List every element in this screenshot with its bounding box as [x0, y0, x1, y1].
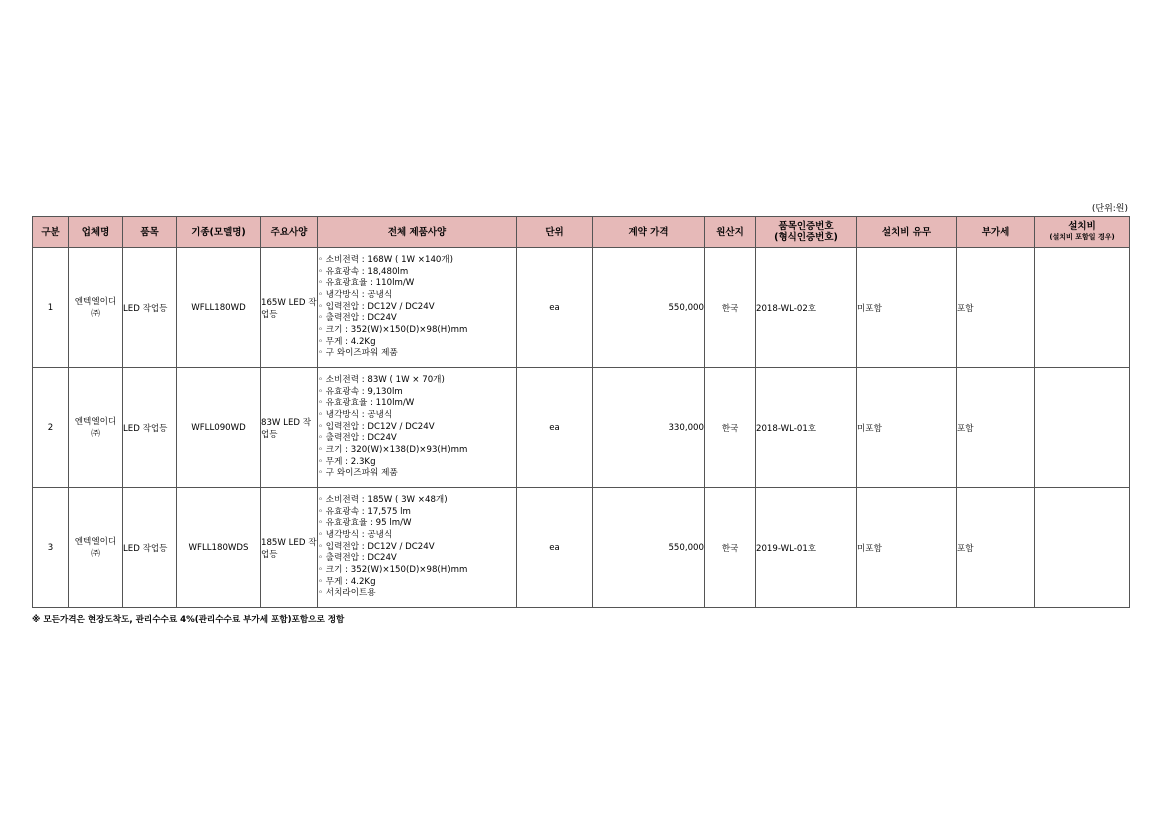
cell-item: LED 작업등 [123, 488, 177, 608]
cell-install-cost: 미포함 [857, 368, 957, 488]
header-install-fee [1035, 217, 1130, 248]
cell-vat: 포함 [957, 488, 1035, 608]
header-row [33, 217, 1130, 248]
cell-model: WFLL180WD [177, 248, 261, 368]
header-model: 기종(모델명) [177, 217, 261, 248]
cell-unit: ea [517, 488, 593, 608]
cell-origin: 한국 [705, 368, 756, 488]
cell-vat: 포함 [957, 248, 1035, 368]
cell-no: 1 [33, 248, 69, 368]
header-install-fee-main: 설치비 [1068, 221, 1096, 232]
cell-full-spec [318, 248, 517, 368]
spec-line: ◦ 유효광효율 : 110lm/W [318, 278, 415, 289]
cell-model: WFLL180WDS [177, 488, 261, 608]
header-main-spec: 주요사양 [261, 217, 318, 248]
header-full-spec: 전체 제품사양 [318, 217, 517, 248]
spec-line: ◦ 입력전압 : DC12V / DC24V [318, 541, 435, 552]
cell-model: WFLL090WD [177, 368, 261, 488]
spec-line: ◦ 유효광속 : 9,130lm [318, 386, 403, 397]
spec-line: ◦ 소비전력 : 185W ( 3W ×48개) [318, 494, 448, 505]
header-origin: 원산지 [705, 217, 756, 248]
company-name: 엔텍엘이디 [74, 416, 117, 427]
spec-line: ◦ 무게 : 4.2Kg [318, 336, 376, 347]
spec-line: ◦ 무게 : 2.3Kg [318, 456, 376, 467]
cell-unit: ea [517, 368, 593, 488]
table-row [33, 488, 1130, 608]
cell-price: 550,000 [593, 488, 705, 608]
cell-install-cost: 미포함 [857, 488, 957, 608]
spec-line: ◦ 무게 : 4.2Kg [318, 576, 376, 587]
spec-line: ◦ 유효광속 : 17,575 lm [318, 506, 411, 517]
cell-full-spec [318, 368, 517, 488]
header-no: 구분 [33, 217, 69, 248]
table-row [33, 368, 1130, 488]
spec-line: ◦ 구 와이즈파워 제품 [318, 468, 398, 479]
header-item: 품목 [123, 217, 177, 248]
cell-price: 330,000 [593, 368, 705, 488]
spec-line: ◦ 크기 : 352(W)×150(D)×98(H)mm [318, 325, 468, 336]
cell-main-spec: 185W LED 작업등 [261, 488, 318, 608]
header-install-fee-sub: (설치비 포함일 경우) [1049, 233, 1115, 241]
cell-company [69, 368, 123, 488]
cell-main-spec: 165W LED 작업등 [261, 248, 318, 368]
cell-install-cost: 미포함 [857, 248, 957, 368]
table-row [33, 248, 1130, 368]
spec-line: ◦ 유효광효율 : 110lm/W [318, 398, 415, 409]
spec-line: ◦ 크기 : 320(W)×138(D)×93(H)mm [318, 445, 468, 456]
cell-full-spec [318, 488, 517, 608]
cell-install-fee [1035, 368, 1130, 488]
header-company: 업체명 [69, 217, 123, 248]
company-suffix: ㈜ [91, 308, 100, 319]
footnote: ※ 모든가격은 현장도착도, 관리수수료 4%(관리수수료 부가세 포함)포함으로 정함 [32, 615, 345, 625]
cell-cert: 2018-WL-01호 [756, 368, 857, 488]
cell-no: 2 [33, 368, 69, 488]
header-vat: 부가세 [957, 217, 1035, 248]
spec-line: ◦ 출력전압 : DC24V [318, 553, 397, 564]
cell-origin: 한국 [705, 248, 756, 368]
spec-line: ◦ 구 와이즈파워 제품 [318, 348, 398, 359]
cell-no: 3 [33, 488, 69, 608]
company-suffix: ㈜ [91, 428, 100, 439]
cell-item: LED 작업등 [123, 368, 177, 488]
cell-unit: ea [517, 248, 593, 368]
cell-price: 550,000 [593, 248, 705, 368]
spec-line: ◦ 냉각방식 : 공냉식 [318, 529, 393, 540]
spec-line: ◦ 출력전압 : DC24V [318, 433, 397, 444]
cell-install-fee [1035, 248, 1130, 368]
cell-vat: 포함 [957, 368, 1035, 488]
spec-line: ◦ 출력전압 : DC24V [318, 313, 397, 324]
cell-cert: 2018-WL-02호 [756, 248, 857, 368]
spec-line: ◦ 입력전압 : DC12V / DC24V [318, 421, 435, 432]
spec-line: ◦ 냉각방식 : 공냉식 [318, 409, 393, 420]
header-price: 계약 가격 [593, 217, 705, 248]
header-install-cost: 설치비 유무 [857, 217, 957, 248]
cell-install-fee [1035, 488, 1130, 608]
spec-line: ◦ 소비전력 : 83W ( 1W × 70개) [318, 374, 445, 385]
spec-line: ◦ 유효광효율 : 95 lm/W [318, 518, 412, 529]
unit-note: (단위:원) [1091, 204, 1128, 214]
cell-company [69, 488, 123, 608]
company-name: 엔텍엘이디 [74, 536, 117, 547]
spec-line: ◦ 입력전압 : DC12V / DC24V [318, 301, 435, 312]
cell-item: LED 작업등 [123, 248, 177, 368]
spec-line: ◦ 냉각방식 : 공냉식 [318, 289, 393, 300]
header-cert [756, 217, 857, 248]
header-unit: 단위 [517, 217, 593, 248]
spec-line: ◦ 서치라이트용 [318, 588, 376, 599]
header-cert-line1: 품목인증번호 [778, 221, 834, 232]
spec-line: ◦ 소비전력 : 168W ( 1W ×140개) [318, 254, 454, 265]
company-suffix: ㈜ [91, 548, 100, 559]
spec-line: ◦ 유효광속 : 18,480lm [318, 266, 409, 277]
cell-company [69, 248, 123, 368]
header-cert-line2: (형식인증번호) [774, 232, 838, 243]
price-table [32, 216, 1130, 608]
company-name: 엔텍엘이디 [74, 296, 117, 307]
cell-origin: 한국 [705, 488, 756, 608]
spec-line: ◦ 크기 : 352(W)×150(D)×98(H)mm [318, 565, 468, 576]
cell-main-spec: 83W LED 작업등 [261, 368, 318, 488]
cell-cert: 2019-WL-01호 [756, 488, 857, 608]
